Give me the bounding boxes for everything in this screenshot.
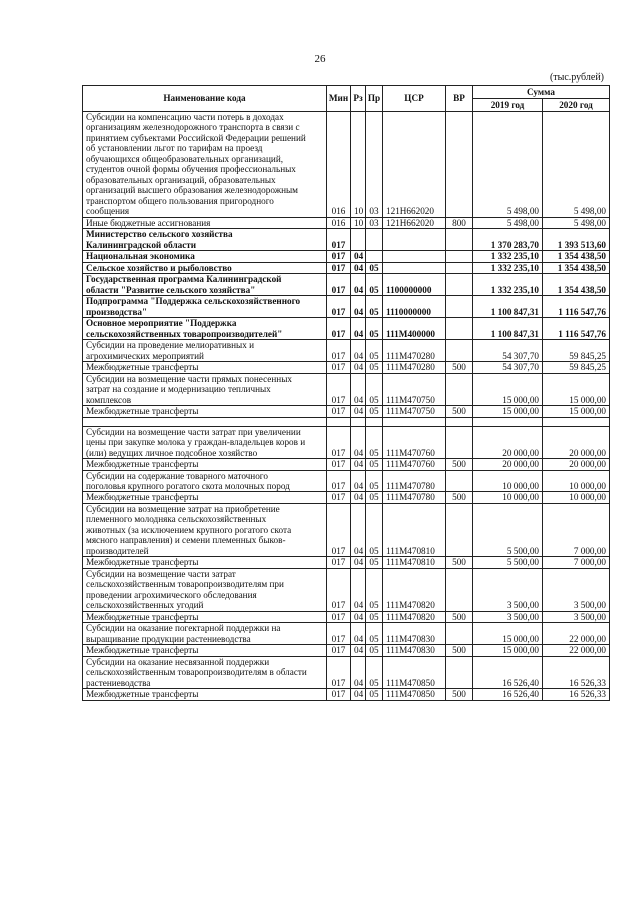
table-row — [83, 503, 610, 556]
row-sum-2019: 5 500,00 — [473, 557, 543, 568]
row-rz: 04 — [351, 611, 366, 622]
row-rz: 04 — [351, 459, 366, 470]
row-vr: 500 — [446, 362, 473, 373]
row-rz: 04 — [351, 557, 366, 568]
row-sum-2020: 10 000,00 — [543, 470, 610, 492]
col-header-sum: Сумма — [473, 86, 610, 99]
row-sum-2019: 1 100 847,31 — [473, 318, 543, 340]
table-body — [83, 112, 610, 701]
row-min: 017 — [327, 340, 351, 362]
table-row — [83, 426, 610, 458]
table-row — [83, 568, 610, 611]
table-row — [83, 623, 610, 645]
table-row — [83, 656, 610, 688]
row-sum-2020: 1 116 547,76 — [543, 318, 610, 340]
row-csr — [383, 251, 446, 262]
row-sum-2019: 1 332 235,10 — [473, 274, 543, 296]
row-rz: 04 — [351, 568, 366, 611]
row-sum-2020: 7 000,00 — [543, 503, 610, 556]
row-rz: 04 — [351, 470, 366, 492]
row-pr — [366, 251, 383, 262]
row-csr: 111М470820 — [383, 568, 446, 611]
row-name: Межбюджетные трансферты — [83, 645, 327, 656]
row-sum-2019: 16 526,40 — [473, 689, 543, 700]
row-pr: 05 — [366, 492, 383, 503]
row-min: 017 — [327, 568, 351, 611]
row-sum-2020: 20 000,00 — [543, 426, 610, 458]
row-sum-2020: 1 393 513,60 — [543, 229, 610, 251]
row-pr: 03 — [366, 112, 383, 218]
row-name: Подпрограмма "Поддержка сельскохозяйственного производства" — [83, 296, 327, 318]
row-min: 017 — [327, 611, 351, 622]
row-sum-2019: 54 307,70 — [473, 362, 543, 373]
table-row — [83, 362, 610, 373]
row-sum-2019: 15 000,00 — [473, 406, 543, 417]
spacer-cell — [83, 417, 327, 426]
table-row — [83, 557, 610, 568]
spacer-cell — [446, 417, 473, 426]
row-csr: 1100000000 — [383, 274, 446, 296]
row-pr: 05 — [366, 296, 383, 318]
row-name: Государственная программа Калининградской области "Развитие сельского хозяйства" — [83, 274, 327, 296]
row-pr: 05 — [366, 340, 383, 362]
row-vr — [446, 656, 473, 688]
row-pr: 05 — [366, 426, 383, 458]
row-sum-2020: 10 000,00 — [543, 492, 610, 503]
row-sum-2020: 59 845,25 — [543, 340, 610, 362]
row-sum-2019: 10 000,00 — [473, 492, 543, 503]
row-pr — [366, 229, 383, 251]
row-name: Субсидии на возмещение части затрат при увеличении цены при закупке молока у граждан-владельцев коров и (или) ведущих личное подсобное хозяйство — [83, 426, 327, 458]
row-csr: 111М470780 — [383, 470, 446, 492]
row-sum-2020: 16 526,33 — [543, 656, 610, 688]
row-csr: 111М400000 — [383, 318, 446, 340]
col-header-csr: ЦСР — [383, 86, 446, 112]
table-row — [83, 274, 610, 296]
table-row — [83, 229, 610, 251]
row-pr: 05 — [366, 262, 383, 273]
row-csr: 1110000000 — [383, 296, 446, 318]
row-vr — [446, 229, 473, 251]
row-rz: 10 — [351, 112, 366, 218]
row-sum-2019: 16 526,40 — [473, 656, 543, 688]
spacer-cell — [383, 417, 446, 426]
row-vr — [446, 112, 473, 218]
row-csr: 111М470850 — [383, 656, 446, 688]
row-name: Межбюджетные трансферты — [83, 459, 327, 470]
row-vr — [446, 340, 473, 362]
row-pr: 05 — [366, 568, 383, 611]
row-csr: 111М470850 — [383, 689, 446, 700]
row-sum-2020: 1 354 438,50 — [543, 274, 610, 296]
row-name: Субсидии на оказание погектарной поддержки на выращивание продукции растениеводства — [83, 623, 327, 645]
row-pr: 05 — [366, 274, 383, 296]
row-sum-2019: 1 332 235,10 — [473, 251, 543, 262]
row-sum-2019: 20 000,00 — [473, 426, 543, 458]
row-min: 017 — [327, 470, 351, 492]
row-pr: 05 — [366, 557, 383, 568]
row-name: Субсидии на содержание товарного маточного поголовья крупного рогатого скота молочных пород — [83, 470, 327, 492]
table-row — [83, 262, 610, 273]
col-header-pr: Пр — [366, 86, 383, 112]
row-csr: 111М470750 — [383, 373, 446, 405]
row-name: Сельское хозяйство и рыболовство — [83, 262, 327, 273]
row-csr: 111М470280 — [383, 362, 446, 373]
row-sum-2019: 5 500,00 — [473, 503, 543, 556]
row-min: 017 — [327, 645, 351, 656]
row-min: 017 — [327, 689, 351, 700]
table-row — [83, 251, 610, 262]
row-sum-2019: 5 498,00 — [473, 112, 543, 218]
row-min: 017 — [327, 262, 351, 273]
row-vr: 500 — [446, 557, 473, 568]
row-sum-2019: 15 000,00 — [473, 623, 543, 645]
row-vr — [446, 373, 473, 405]
row-vr: 500 — [446, 406, 473, 417]
row-name: Межбюджетные трансферты — [83, 492, 327, 503]
row-pr: 05 — [366, 611, 383, 622]
row-rz: 04 — [351, 340, 366, 362]
row-sum-2020: 22 000,00 — [543, 623, 610, 645]
table-row — [83, 645, 610, 656]
row-min: 017 — [327, 426, 351, 458]
row-vr — [446, 568, 473, 611]
row-csr: 111М470760 — [383, 459, 446, 470]
col-header-min: Мин — [327, 86, 351, 112]
row-pr: 05 — [366, 318, 383, 340]
col-header-rz: Рз — [351, 86, 366, 112]
row-rz: 04 — [351, 274, 366, 296]
row-rz: 04 — [351, 656, 366, 688]
row-sum-2019: 3 500,00 — [473, 611, 543, 622]
row-rz: 04 — [351, 645, 366, 656]
row-sum-2020: 20 000,00 — [543, 459, 610, 470]
row-pr: 05 — [366, 689, 383, 700]
row-rz: 04 — [351, 503, 366, 556]
row-csr: 111М470830 — [383, 645, 446, 656]
row-csr: 111М470750 — [383, 406, 446, 417]
row-sum-2020: 7 000,00 — [543, 557, 610, 568]
row-pr: 05 — [366, 645, 383, 656]
spacer-cell — [543, 417, 610, 426]
row-pr: 03 — [366, 217, 383, 228]
row-sum-2019: 1 100 847,31 — [473, 296, 543, 318]
row-csr: 111М470280 — [383, 340, 446, 362]
row-sum-2020: 59 845,25 — [543, 362, 610, 373]
row-name: Субсидии на компенсацию части потерь в доходах организациям железнодорожного транспорта в связи с принятием субъектами Российской Федерации решений об установлении льгот по тарифам на проезд обучающихся общеобразовательных организаций, студентов очной формы обучения профессиональных образовательных организаций, образовательных организаций высшего образования железнодорожным транспортом общего пользования пригородного сообщения — [83, 112, 327, 218]
row-rz: 04 — [351, 406, 366, 417]
row-min: 017 — [327, 492, 351, 503]
row-rz: 04 — [351, 318, 366, 340]
row-name: Субсидии на возмещение части затрат сельскохозяйственным товаропроизводителям при проведении агрохимического обследования сельскохозяйственных угодий — [83, 568, 327, 611]
row-name: Субсидии на проведение мелиоративных и агрохимических мероприятий — [83, 340, 327, 362]
table-row — [83, 340, 610, 362]
row-min: 017 — [327, 406, 351, 417]
row-vr: 500 — [446, 689, 473, 700]
table-header-row — [83, 86, 610, 99]
row-rz: 04 — [351, 492, 366, 503]
row-csr: 111М470820 — [383, 611, 446, 622]
spacer-cell — [327, 417, 351, 426]
row-name: Иные бюджетные ассигнования — [83, 217, 327, 228]
row-sum-2020: 3 500,00 — [543, 568, 610, 611]
row-min: 017 — [327, 274, 351, 296]
row-sum-2020: 5 498,00 — [543, 112, 610, 218]
row-name: Субсидии на оказание несвязанной поддержки сельскохозяйственным товаропроизводителям в области растениеводства — [83, 656, 327, 688]
row-vr: 500 — [446, 645, 473, 656]
col-header-name: Наименование кода — [83, 86, 327, 112]
table-row — [83, 296, 610, 318]
row-min: 017 — [327, 318, 351, 340]
row-vr: 800 — [446, 217, 473, 228]
row-name: Субсидии на возмещение части прямых понесенных затрат на создание и модернизацию тепличных комплексов — [83, 373, 327, 405]
row-min: 017 — [327, 503, 351, 556]
row-csr — [383, 229, 446, 251]
row-name: Межбюджетные трансферты — [83, 689, 327, 700]
row-csr: 111М470780 — [383, 492, 446, 503]
row-vr — [446, 251, 473, 262]
row-name: Министерство сельского хозяйства Калининградской области — [83, 229, 327, 251]
row-sum-2020: 1 354 438,50 — [543, 251, 610, 262]
table-row — [83, 373, 610, 405]
row-rz: 04 — [351, 689, 366, 700]
row-sum-2020: 1 116 547,76 — [543, 296, 610, 318]
row-name: Национальная экономика — [83, 251, 327, 262]
row-vr — [446, 623, 473, 645]
row-vr: 500 — [446, 611, 473, 622]
row-vr — [446, 426, 473, 458]
row-rz — [351, 229, 366, 251]
row-csr: 111М470830 — [383, 623, 446, 645]
row-sum-2020: 3 500,00 — [543, 611, 610, 622]
row-vr — [446, 274, 473, 296]
row-min: 017 — [327, 251, 351, 262]
row-csr — [383, 262, 446, 273]
row-rz: 04 — [351, 251, 366, 262]
row-sum-2019: 15 000,00 — [473, 373, 543, 405]
row-name: Межбюджетные трансферты — [83, 406, 327, 417]
row-sum-2019: 54 307,70 — [473, 340, 543, 362]
row-min: 017 — [327, 373, 351, 405]
row-sum-2020: 16 526,33 — [543, 689, 610, 700]
row-pr: 05 — [366, 373, 383, 405]
spacer-cell — [473, 417, 543, 426]
table-row — [83, 217, 610, 228]
row-rz: 04 — [351, 373, 366, 405]
table-spacer-row — [83, 417, 610, 426]
row-name: Субсидии на возмещение затрат на приобретение племенного молодняка сельскохозяйственных животных (за исключением крупного рогатого скота мясного направления) и семени племенных быков- производителей — [83, 503, 327, 556]
table-row — [83, 492, 610, 503]
row-min: 017 — [327, 656, 351, 688]
table-row — [83, 318, 610, 340]
row-csr: 111М470760 — [383, 426, 446, 458]
row-name: Межбюджетные трансферты — [83, 557, 327, 568]
row-rz: 04 — [351, 262, 366, 273]
table-row — [83, 689, 610, 700]
row-rz: 04 — [351, 623, 366, 645]
row-name: Межбюджетные трансферты — [83, 611, 327, 622]
table-row — [83, 470, 610, 492]
col-header-vr: ВР — [446, 86, 473, 112]
row-vr — [446, 296, 473, 318]
row-sum-2019: 1 370 283,70 — [473, 229, 543, 251]
row-rz: 10 — [351, 217, 366, 228]
col-header-2020: 2020 год — [543, 99, 610, 112]
row-pr: 05 — [366, 459, 383, 470]
row-pr: 05 — [366, 656, 383, 688]
row-vr — [446, 318, 473, 340]
row-vr: 500 — [446, 492, 473, 503]
row-min: 017 — [327, 557, 351, 568]
row-sum-2019: 3 500,00 — [473, 568, 543, 611]
budget-table — [82, 85, 610, 701]
row-min: 017 — [327, 362, 351, 373]
row-vr: 500 — [446, 459, 473, 470]
row-min: 017 — [327, 459, 351, 470]
row-vr — [446, 262, 473, 273]
spacer-cell — [351, 417, 366, 426]
table-row — [83, 459, 610, 470]
col-header-2019: 2019 год — [473, 99, 543, 112]
row-min: 017 — [327, 623, 351, 645]
row-name: Основное мероприятие "Поддержка сельскохозяйственных товаропроизводителей" — [83, 318, 327, 340]
row-pr: 05 — [366, 503, 383, 556]
row-rz: 04 — [351, 426, 366, 458]
row-vr — [446, 503, 473, 556]
row-csr: 121Н662020 — [383, 217, 446, 228]
row-name: Межбюджетные трансферты — [83, 362, 327, 373]
row-sum-2019: 5 498,00 — [473, 217, 543, 228]
table-row — [83, 406, 610, 417]
spacer-cell — [366, 417, 383, 426]
units-label: (тыс.рублей) — [549, 72, 604, 83]
row-sum-2020: 15 000,00 — [543, 406, 610, 417]
row-sum-2020: 22 000,00 — [543, 645, 610, 656]
row-min: 016 — [327, 112, 351, 218]
table-row — [83, 611, 610, 622]
row-sum-2019: 10 000,00 — [473, 470, 543, 492]
row-pr: 05 — [366, 362, 383, 373]
row-sum-2019: 15 000,00 — [473, 645, 543, 656]
row-csr: 111М470810 — [383, 503, 446, 556]
row-pr: 05 — [366, 623, 383, 645]
row-rz: 04 — [351, 296, 366, 318]
row-sum-2019: 20 000,00 — [473, 459, 543, 470]
row-vr — [446, 470, 473, 492]
page-number: 26 — [314, 53, 326, 65]
table-row — [83, 112, 610, 218]
row-min: 016 — [327, 217, 351, 228]
row-csr: 121Н662020 — [383, 112, 446, 218]
row-min: 017 — [327, 229, 351, 251]
row-csr: 111М470810 — [383, 557, 446, 568]
row-sum-2020: 1 354 438,50 — [543, 262, 610, 273]
row-sum-2019: 1 332 235,10 — [473, 262, 543, 273]
row-sum-2020: 15 000,00 — [543, 373, 610, 405]
row-rz: 04 — [351, 362, 366, 373]
row-pr: 05 — [366, 470, 383, 492]
row-pr: 05 — [366, 406, 383, 417]
row-sum-2020: 5 498,00 — [543, 217, 610, 228]
row-min: 017 — [327, 296, 351, 318]
